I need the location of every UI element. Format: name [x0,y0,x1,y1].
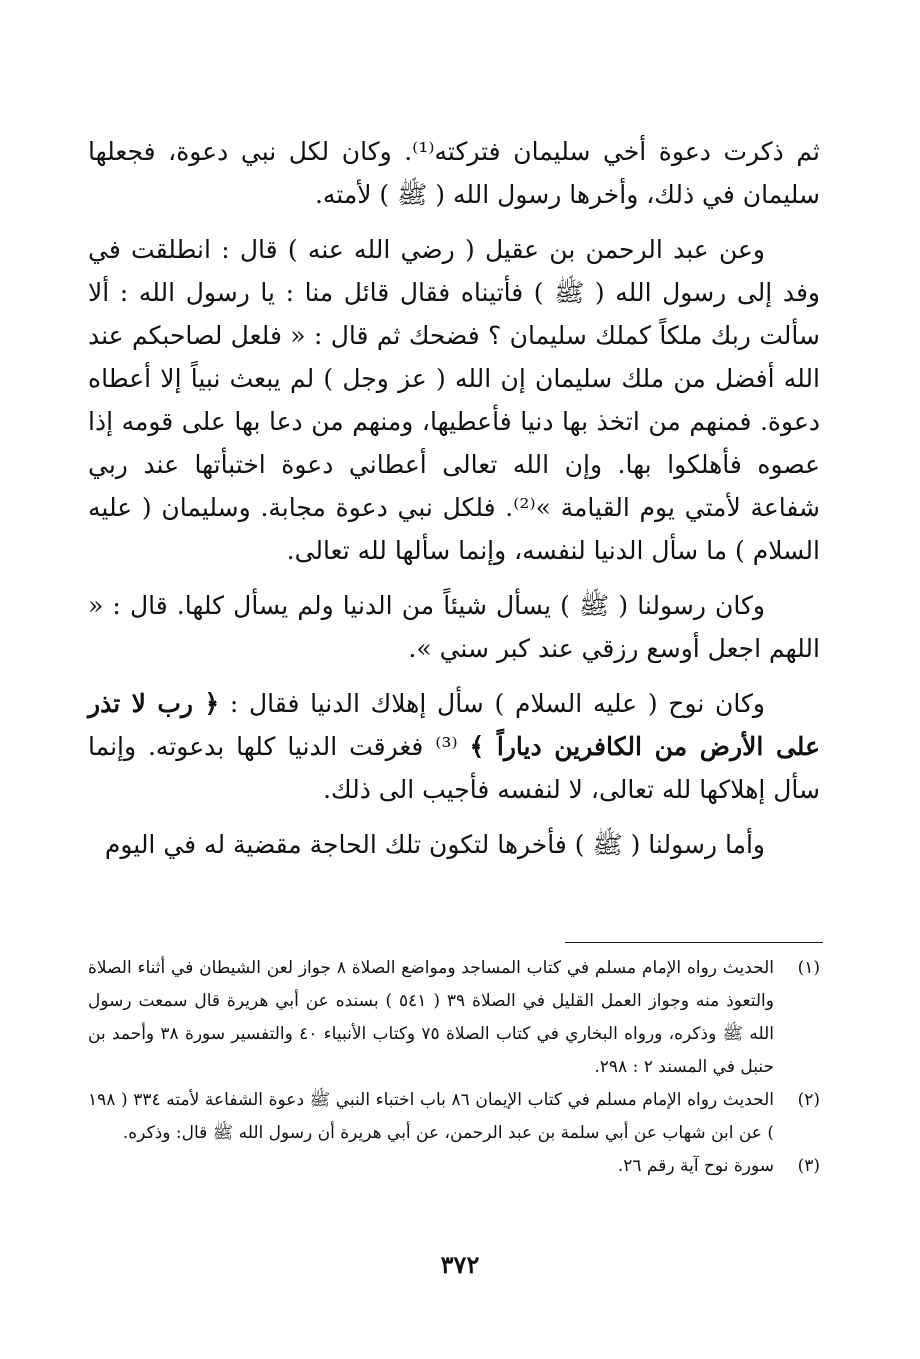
paragraph-3 [88,584,820,670]
paragraph-4 [88,682,820,811]
footnote-text: الحديث رواه الإمام مسلم في كتاب المساجد ومواضع الصلاة ٨ جواز لعن الشيطان في أثناء الصلاة والتعوذ منه وجواز العمل القليل في الصلاة ٣٩ ( ٥٤١ ) بسنده عن أبي هريرة قال سمعت رسول الله ﷺ وذكره، ورواه البخاري في كتاب الصلاة ٧٥ وكتاب الأنبياء ٤٠ والتفسير سورة ٣٨ وأحمد بن حنبل في المسند ٢ : ٢٩٨. [88,958,775,1077]
paragraph-5-text: وأما رسولنا ( ﷺ ) فأخرها لتكون تلك الحاجة مقضية له في اليوم [104,830,765,859]
quran-verse: ﴿ رب لا تذر على الأرض من الكافرين دياراً ﴾ [88,689,820,761]
footnote-3 [88,1150,820,1183]
footnote-number: (١) [797,958,820,978]
footnotes [88,952,820,1183]
paragraph-2 [88,228,820,572]
footnote-text: الحديث رواه الإمام مسلم في كتاب الإيمان ٨٦ باب اختباء النبي ﷺ دعوة الشفاعة لأمته ٣٣٤ ( ١٩٨ ) عن ابن شهاب عن أبي سلمة بن عبد الرحمن، عن أبي هريرة أن رسول الله ﷺ قال: وذكره. [88,1090,774,1143]
main-text [88,130,820,866]
paragraph-3-text: وكان رسولنا ( ﷺ ) يسأل شيئاً من الدنيا ولم يسأل كلها. قال : « اللهم اجعل أوسع رزقي عند كبر سني ». [88,591,820,663]
footnote-2 [88,1084,820,1150]
page-number: ٣٧٢ [440,1250,480,1279]
footnote-number: (٣) [797,1156,820,1176]
footnote-number: (٢) [797,1090,820,1110]
footnote-text: سورة نوح آية رقم ٢٦. [617,1156,774,1176]
paragraph-2-text: وعن عبد الرحمن بن عقيل ( رضي الله عنه ) قال : انطلقت في وفد إلى رسول الله ( ﷺ ) فأتيناه فقال قائل منا : يا رسول الله : ألا سألت ربك ملكاً كملك سليمان ؟ فضحك ثم قال : « فلعل لصاحبكم عند الله أفضل من ملك سليمان إن الله ( عز وجل ) لم يبعث نبياً إلا أعطاه دعوة. فمنهم من اتخذ بها دنيا فأعطيها، ومنهم من دعا بها على قومه إذا عصوه فأهلكوا بها. وإن الله تعالى أعطاني دعوة اختبأتها عند ربي شفاعة لأمتي يوم القيامة »⁽²⁾. فلكل نبي دعوة مجابة. وسليمان ( عليه السلام ) ما سأل الدنيا لنفسه، وإنما سألها لله تعالى. [88,235,820,565]
paragraph-1: ثم ذكرت دعوة أخي سليمان فتركته⁽¹⁾. وكان لكل نبي دعوة، فجعلها سليمان في ذلك، وأخرها رسول الله ( ﷺ ) لأمته. [88,137,820,209]
paragraph-4-start: وكان نوح ( عليه السلام ) سأل إهلاك الدنيا فقال : [229,689,765,718]
footnote-1 [88,952,820,1084]
paragraph-5 [88,823,820,866]
footnote-divider [565,942,823,943]
paragraph-4-end: ⁽³⁾ فغرقت الدنيا كلها بدعوته. وإنما سأل إهلاكها لله تعالى، لا لنفسه فأجيب الى ذلك. [88,732,820,804]
